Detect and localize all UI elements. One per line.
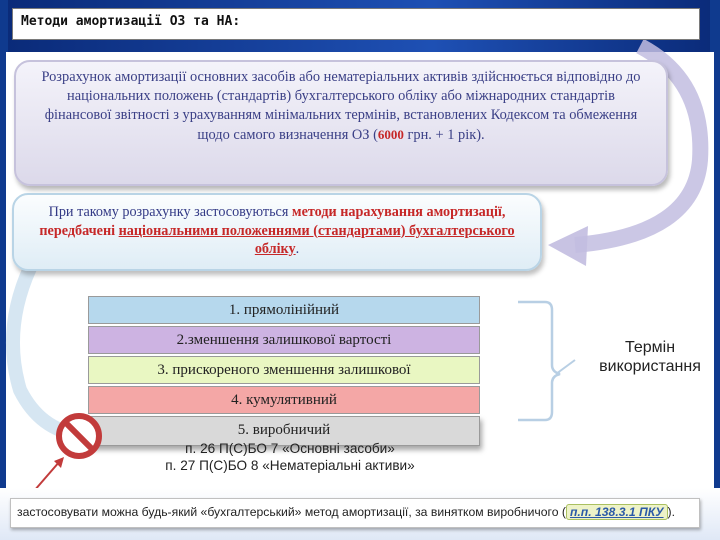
pointer-arrow-line [34, 461, 60, 491]
no-entry-icon [55, 412, 103, 460]
tax-code-reference-link[interactable]: п.п. 138.3.1 ПКУ [566, 504, 668, 520]
standard-ref-fixed-assets: п. 26 П(С)БО 7 «Основні засоби» [185, 441, 395, 456]
methods-highlight: методи нарахування амортизації, передбачені [39, 204, 506, 239]
method-accelerated-reducing-balance: 3. прискореного зменшення залишкової [88, 356, 480, 384]
standard-ref-intangible-assets: п. 27 П(С)БО 8 «Нематеріальні активи» [165, 458, 415, 473]
brace-arrow-icon [556, 360, 575, 374]
methods-source-text: При такому розрахунку застосовуються [48, 204, 292, 220]
standards-references [120, 440, 460, 474]
method-production: 5. виробничий [88, 416, 480, 446]
method-cumulative: 4. кумулятивний [88, 386, 480, 414]
methods-source-box [12, 193, 542, 271]
calculation-rule-text: Розрахунок амортизації основних засобів або нематеріальних активів здійснюється відповідно до національних положень (стандартів) бухгалтерського обліку або міжнародних стандартів фінансової звітності з урахуванням мінімальних термінів, встановлених Кодексом та обмеження щодо самого визначення ОЗ ( [41, 69, 641, 143]
method-reducing-balance: 2.зменшення залишкової вартості [88, 326, 480, 354]
calculation-rule-text-end: грн. + 1 рік). [403, 127, 485, 143]
useful-life-label: Термін використання [599, 339, 701, 375]
tax-code-note [10, 498, 700, 528]
slide-title: Методи амортизації ОЗ та НА: [12, 8, 700, 40]
tax-code-note-text: застосовувати можна будь-який «бухгалтерський» метод амортизації, за винятком виробничого ( [17, 505, 566, 519]
right-brace-icon [518, 302, 560, 420]
national-standards-highlight: національними положеннями (стандартами) бухгалтерського обліку [118, 222, 515, 257]
asset-threshold-amount: 6000 [377, 127, 404, 142]
method-straight-line: 1. прямолінійний [88, 296, 480, 324]
curved-arrow-left-path [13, 268, 80, 435]
calculation-rule-box [14, 60, 668, 186]
methods-source-period: . [295, 241, 300, 257]
curved-arrow-right-head [548, 226, 588, 266]
tax-code-note-close: ). [667, 505, 675, 519]
